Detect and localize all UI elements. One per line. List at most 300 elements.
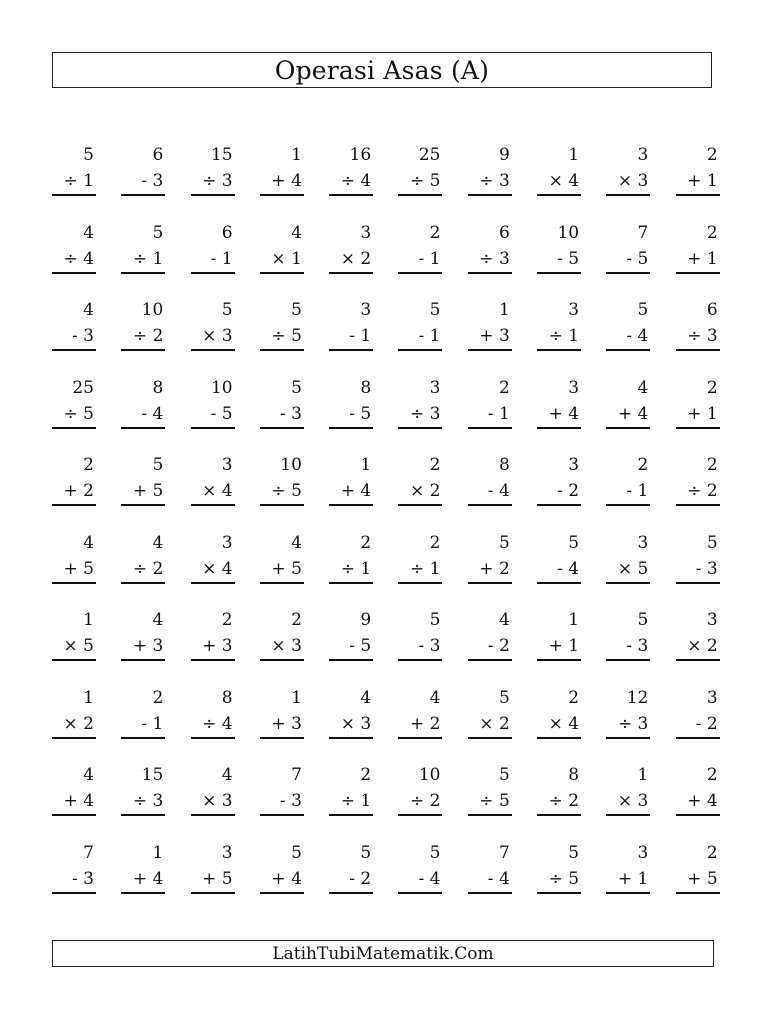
problem-operator-line: [687, 790, 717, 812]
math-problem: [398, 842, 442, 920]
problem-bottom-number: 3: [360, 713, 372, 734]
problem-top-number: 2: [568, 687, 580, 708]
problem-operator-line: [687, 325, 717, 347]
math-problem: [606, 222, 650, 300]
problem-operator-line: [419, 248, 441, 270]
problem-operator-line: [202, 170, 232, 192]
problem-top-number: 2: [221, 610, 233, 630]
math-problem: [676, 222, 720, 300]
operator-symbol: -: [349, 326, 355, 346]
answer-line: [398, 349, 442, 351]
math-problem: [52, 609, 96, 687]
operator-symbol: ÷: [63, 171, 78, 191]
answer-line: [191, 892, 235, 894]
problem-operator-line: [696, 558, 718, 580]
operator-symbol: ÷: [479, 248, 494, 269]
answer-line: [52, 659, 96, 661]
math-problem: [329, 377, 373, 455]
problem-bottom-number: 4: [706, 791, 718, 811]
problem-operator-line: [696, 713, 718, 735]
problem-top-number: 3: [429, 377, 441, 398]
operator-symbol: ×: [687, 636, 702, 656]
math-problem: [537, 842, 581, 920]
math-problem: [260, 687, 304, 765]
problem-top-number: 5: [152, 455, 164, 475]
problem-top-number: 7: [637, 222, 649, 243]
answer-line: [606, 659, 650, 661]
problem-operator-line: [557, 248, 579, 270]
problem-bottom-number: 4: [221, 481, 233, 501]
operator-symbol: ×: [202, 326, 217, 346]
math-problem: [52, 299, 96, 377]
problem-top-number: 8: [152, 377, 164, 398]
problem-operator-line: [549, 325, 579, 347]
problem-bottom-number: 1: [706, 403, 718, 424]
problem-top-number: 5: [83, 145, 94, 165]
answer-line: [676, 659, 720, 661]
problem-operator-line: [64, 480, 94, 502]
math-problem: [121, 454, 165, 532]
problem-top-number: 5: [291, 300, 302, 320]
math-problem: [191, 377, 235, 455]
problem-bottom-number: 1: [429, 248, 441, 269]
answer-line: [121, 737, 165, 739]
problem-operator-line: [549, 170, 579, 192]
answer-line: [606, 737, 650, 739]
problem-bottom-number: 4: [83, 248, 94, 269]
problem-operator-line: [687, 480, 717, 502]
math-problem: [52, 377, 96, 455]
answer-line: [468, 892, 512, 894]
operator-symbol: +: [687, 403, 702, 424]
answer-line: [191, 659, 235, 661]
problem-top-number: 12: [626, 687, 649, 708]
operator-symbol: +: [63, 481, 78, 501]
problem-operator-line: [271, 325, 301, 347]
problem-operator-line: [202, 790, 232, 812]
answer-line: [606, 349, 650, 351]
math-problem: [468, 454, 512, 532]
problem-operator-line: [488, 403, 510, 425]
problem-top-number: 8: [221, 687, 233, 708]
math-problem: [52, 764, 96, 842]
problem-top-number: 4: [360, 687, 372, 708]
problem-operator-line: [618, 868, 648, 890]
problem-bottom-number: 2: [152, 326, 164, 346]
operator-symbol: -: [279, 791, 286, 811]
problem-operator-line: [133, 558, 163, 580]
operator-symbol: -: [695, 558, 702, 579]
problem-top-number: 1: [291, 145, 302, 165]
answer-line: [191, 194, 235, 196]
problem-bottom-number: 3: [152, 171, 164, 191]
math-problem: [398, 687, 442, 765]
problem-top-number: 3: [706, 687, 718, 708]
math-problem: [676, 764, 720, 842]
math-problem: [260, 299, 304, 377]
answer-line: [121, 892, 165, 894]
problem-top-number: 1: [291, 687, 302, 708]
operator-symbol: ÷: [340, 791, 355, 811]
problem-top-number: 5: [429, 842, 441, 863]
operator-symbol: -: [349, 636, 355, 656]
problem-operator-line: [687, 635, 717, 657]
problem-operator-line: [618, 558, 648, 580]
operator-symbol: ÷: [410, 403, 425, 424]
problem-operator-line: [271, 558, 301, 580]
problem-bottom-number: 5: [152, 481, 164, 501]
answer-line: [121, 427, 165, 429]
operator-symbol: +: [63, 791, 78, 811]
problem-bottom-number: 4: [360, 481, 372, 501]
operator-symbol: ÷: [617, 713, 633, 734]
operator-symbol: ÷: [687, 481, 702, 501]
problem-top-number: 10: [210, 377, 233, 398]
math-problem: [398, 764, 442, 842]
operator-symbol: ×: [479, 713, 494, 734]
operator-symbol: -: [418, 636, 425, 656]
answer-line: [398, 892, 442, 894]
answer-line: [537, 892, 581, 894]
answer-line: [121, 582, 165, 584]
math-problem: [329, 454, 373, 532]
problem-bottom-number: 1: [429, 558, 441, 579]
problem-operator-line: [549, 868, 579, 890]
operator-symbol: ÷: [340, 558, 355, 579]
operator-symbol: -: [626, 248, 633, 269]
answer-line: [537, 814, 581, 816]
operator-symbol: +: [687, 868, 702, 889]
answer-line: [468, 582, 512, 584]
problem-operator-line: [202, 713, 232, 735]
problem-top-number: 4: [221, 765, 233, 785]
answer-line: [52, 582, 96, 584]
problem-bottom-number: 3: [221, 171, 233, 191]
answer-line: [606, 892, 650, 894]
problem-bottom-number: 3: [637, 636, 649, 656]
problem-operator-line: [626, 248, 648, 270]
operator-symbol: +: [548, 636, 563, 656]
operator-symbol: -: [210, 403, 217, 424]
problem-bottom-number: 2: [498, 713, 510, 734]
operator-symbol: ×: [271, 248, 286, 269]
operator-symbol: -: [626, 481, 633, 501]
answer-line: [468, 349, 512, 351]
problem-top-number: 5: [291, 377, 302, 398]
operator-symbol: ×: [340, 713, 355, 734]
operator-symbol: ÷: [410, 791, 425, 811]
problem-top-number: 9: [498, 145, 510, 165]
problem-top-number: 1: [83, 610, 94, 630]
problem-operator-line: [349, 325, 371, 347]
problem-top-number: 5: [429, 610, 441, 630]
operator-symbol: ×: [617, 171, 633, 191]
math-problem: [468, 144, 512, 222]
operator-symbol: ÷: [479, 791, 494, 811]
problem-operator-line: [271, 868, 301, 890]
problem-bottom-number: 3: [221, 636, 233, 656]
problem-operator-line: [626, 480, 648, 502]
problem-bottom-number: 1: [221, 248, 233, 269]
problem-bottom-number: 3: [291, 636, 302, 656]
answer-line: [676, 737, 720, 739]
problem-bottom-number: 5: [291, 326, 302, 346]
problem-top-number: 1: [83, 687, 94, 708]
answer-line: [606, 194, 650, 196]
operator-symbol: ×: [63, 636, 78, 656]
problem-operator-line: [72, 868, 94, 890]
problem-operator-line: [626, 325, 648, 347]
answer-line: [468, 659, 512, 661]
answer-line: [121, 349, 165, 351]
problem-top-number: 2: [706, 222, 718, 243]
problem-bottom-number: 4: [221, 558, 233, 579]
math-problem: [468, 299, 512, 377]
math-problem: [329, 144, 373, 222]
answer-line: [468, 194, 512, 196]
answer-line: [260, 194, 304, 196]
operator-symbol: +: [132, 636, 148, 656]
problem-bottom-number: 2: [498, 558, 510, 579]
problem-top-number: 3: [568, 300, 580, 320]
math-problem: [52, 222, 96, 300]
math-problem: [260, 532, 304, 610]
answer-line: [260, 737, 304, 739]
problem-operator-line: [479, 558, 509, 580]
answer-line: [606, 814, 650, 816]
problem-bottom-number: 5: [360, 403, 372, 424]
problem-operator-line: [419, 868, 441, 890]
problem-bottom-number: 1: [568, 326, 580, 346]
problem-top-number: 3: [568, 455, 580, 475]
math-problem: [606, 454, 650, 532]
problem-operator-line: [341, 790, 371, 812]
problem-top-number: 5: [637, 300, 649, 320]
answer-line: [468, 814, 512, 816]
problem-top-number: 4: [152, 532, 164, 553]
problem-operator-line: [64, 558, 94, 580]
problem-bottom-number: 5: [83, 558, 94, 579]
problem-top-number: 15: [210, 145, 233, 165]
problem-operator-line: [687, 170, 717, 192]
problem-top-number: 2: [637, 455, 649, 475]
problem-top-number: 4: [83, 765, 94, 785]
math-problem: [191, 532, 235, 610]
problem-operator-line: [410, 480, 440, 502]
math-problem: [52, 687, 96, 765]
problem-bottom-number: 3: [152, 791, 164, 811]
problem-top-number: 4: [429, 687, 441, 708]
answer-line: [676, 427, 720, 429]
problem-top-number: 6: [706, 300, 718, 320]
problem-top-number: 2: [291, 610, 302, 630]
operator-symbol: ÷: [63, 403, 78, 424]
math-problem: [606, 377, 650, 455]
math-problem: [398, 377, 442, 455]
problem-bottom-number: 1: [706, 171, 718, 191]
operator-symbol: -: [349, 403, 355, 424]
problem-operator-line: [419, 325, 441, 347]
operator-symbol: -: [418, 326, 425, 346]
problem-bottom-number: 3: [291, 403, 302, 424]
problem-top-number: 25: [72, 377, 94, 398]
math-problem: [537, 222, 581, 300]
problem-operator-line: [488, 868, 510, 890]
math-problem: [537, 144, 581, 222]
problem-bottom-number: 4: [568, 558, 580, 579]
problem-operator-line: [341, 713, 371, 735]
answer-line: [537, 582, 581, 584]
problem-operator-line: [133, 248, 163, 270]
operator-symbol: +: [202, 636, 217, 656]
problem-bottom-number: 5: [637, 558, 649, 579]
problem-bottom-number: 1: [568, 636, 580, 656]
problem-bottom-number: 3: [221, 326, 233, 346]
operator-symbol: ÷: [548, 791, 563, 811]
problem-operator-line: [64, 790, 94, 812]
math-problem: [121, 144, 165, 222]
problem-bottom-number: 5: [83, 403, 94, 424]
math-problem: [398, 299, 442, 377]
problem-bottom-number: 4: [152, 403, 164, 424]
problem-top-number: 5: [498, 687, 510, 708]
math-problem: [537, 377, 581, 455]
problem-operator-line: [479, 248, 509, 270]
math-problem: [468, 222, 512, 300]
math-problem: [191, 764, 235, 842]
answer-line: [676, 194, 720, 196]
problem-operator-line: [341, 170, 371, 192]
problem-bottom-number: 5: [498, 791, 510, 811]
problem-operator-line: [141, 713, 163, 735]
problem-grid: [52, 144, 718, 919]
math-problem: [191, 144, 235, 222]
operator-symbol: +: [271, 558, 286, 579]
problem-top-number: 3: [568, 377, 580, 398]
answer-line: [606, 272, 650, 274]
operator-symbol: +: [617, 868, 633, 889]
problem-top-number: 7: [498, 842, 510, 863]
problem-bottom-number: 3: [83, 868, 94, 889]
problem-bottom-number: 4: [221, 713, 233, 734]
problem-operator-line: [341, 558, 371, 580]
problem-bottom-number: 2: [429, 713, 441, 734]
problem-bottom-number: 4: [83, 791, 94, 811]
problem-operator-line: [72, 325, 94, 347]
operator-symbol: ×: [548, 171, 563, 191]
math-problem: [676, 687, 720, 765]
operator-symbol: ÷: [63, 248, 78, 269]
answer-line: [676, 272, 720, 274]
problem-operator-line: [557, 558, 579, 580]
math-problem: [468, 532, 512, 610]
answer-line: [260, 427, 304, 429]
operator-symbol: +: [617, 403, 633, 424]
problem-bottom-number: 4: [637, 326, 649, 346]
problem-operator-line: [349, 403, 371, 425]
problem-top-number: 8: [360, 377, 372, 398]
problem-operator-line: [133, 480, 163, 502]
problem-top-number: 5: [429, 300, 441, 320]
problem-operator-line: [618, 790, 648, 812]
math-problem: [260, 609, 304, 687]
problem-top-number: 4: [291, 532, 302, 553]
operator-symbol: -: [487, 636, 494, 656]
answer-line: [121, 814, 165, 816]
problem-top-number: 1: [568, 610, 580, 630]
math-problem: [676, 532, 720, 610]
operator-symbol: ÷: [548, 326, 563, 346]
problem-bottom-number: 1: [360, 791, 372, 811]
operator-symbol: ×: [202, 558, 217, 579]
operator-symbol: -: [557, 248, 563, 269]
answer-line: [52, 272, 96, 274]
problem-top-number: 2: [706, 145, 718, 165]
problem-bottom-number: 5: [637, 248, 649, 269]
math-problem: [537, 299, 581, 377]
math-problem: [260, 222, 304, 300]
problem-top-number: 3: [637, 145, 649, 165]
operator-symbol: ×: [340, 248, 355, 269]
problem-operator-line: [687, 403, 717, 425]
answer-line: [52, 194, 96, 196]
answer-line: [260, 582, 304, 584]
problem-bottom-number: 4: [429, 868, 441, 889]
problem-operator-line: [133, 868, 163, 890]
problem-operator-line: [479, 713, 509, 735]
problem-operator-line: [549, 635, 579, 657]
math-problem: [260, 144, 304, 222]
problem-top-number: 3: [637, 532, 649, 553]
operator-symbol: ×: [271, 636, 286, 656]
operator-symbol: ×: [548, 713, 563, 734]
operator-symbol: -: [72, 326, 78, 346]
math-problem: [52, 144, 96, 222]
operator-symbol: +: [340, 481, 355, 501]
problem-operator-line: [549, 403, 579, 425]
answer-line: [329, 272, 373, 274]
answer-line: [398, 737, 442, 739]
problem-top-number: 1: [360, 455, 372, 475]
answer-line: [329, 659, 373, 661]
math-problem: [537, 609, 581, 687]
math-problem: [398, 144, 442, 222]
answer-line: [191, 349, 235, 351]
answer-line: [52, 737, 96, 739]
operator-symbol: ÷: [202, 713, 217, 734]
problem-bottom-number: 5: [429, 171, 441, 191]
operator-symbol: +: [687, 248, 702, 269]
problem-top-number: 4: [291, 222, 302, 243]
operator-symbol: ÷: [479, 171, 494, 191]
answer-line: [606, 504, 650, 506]
math-problem: [468, 687, 512, 765]
problem-operator-line: [410, 170, 440, 192]
problem-top-number: 2: [429, 532, 441, 553]
problem-bottom-number: 3: [498, 171, 510, 191]
problem-top-number: 8: [498, 455, 510, 475]
operator-symbol: +: [410, 713, 425, 734]
answer-line: [121, 659, 165, 661]
answer-line: [191, 737, 235, 739]
problem-top-number: 2: [152, 687, 164, 708]
math-problem: [676, 299, 720, 377]
problem-operator-line: [549, 713, 579, 735]
operator-symbol: ÷: [132, 248, 148, 269]
operator-symbol: ÷: [687, 326, 702, 346]
problem-top-number: 5: [221, 300, 233, 320]
math-problem: [52, 532, 96, 610]
